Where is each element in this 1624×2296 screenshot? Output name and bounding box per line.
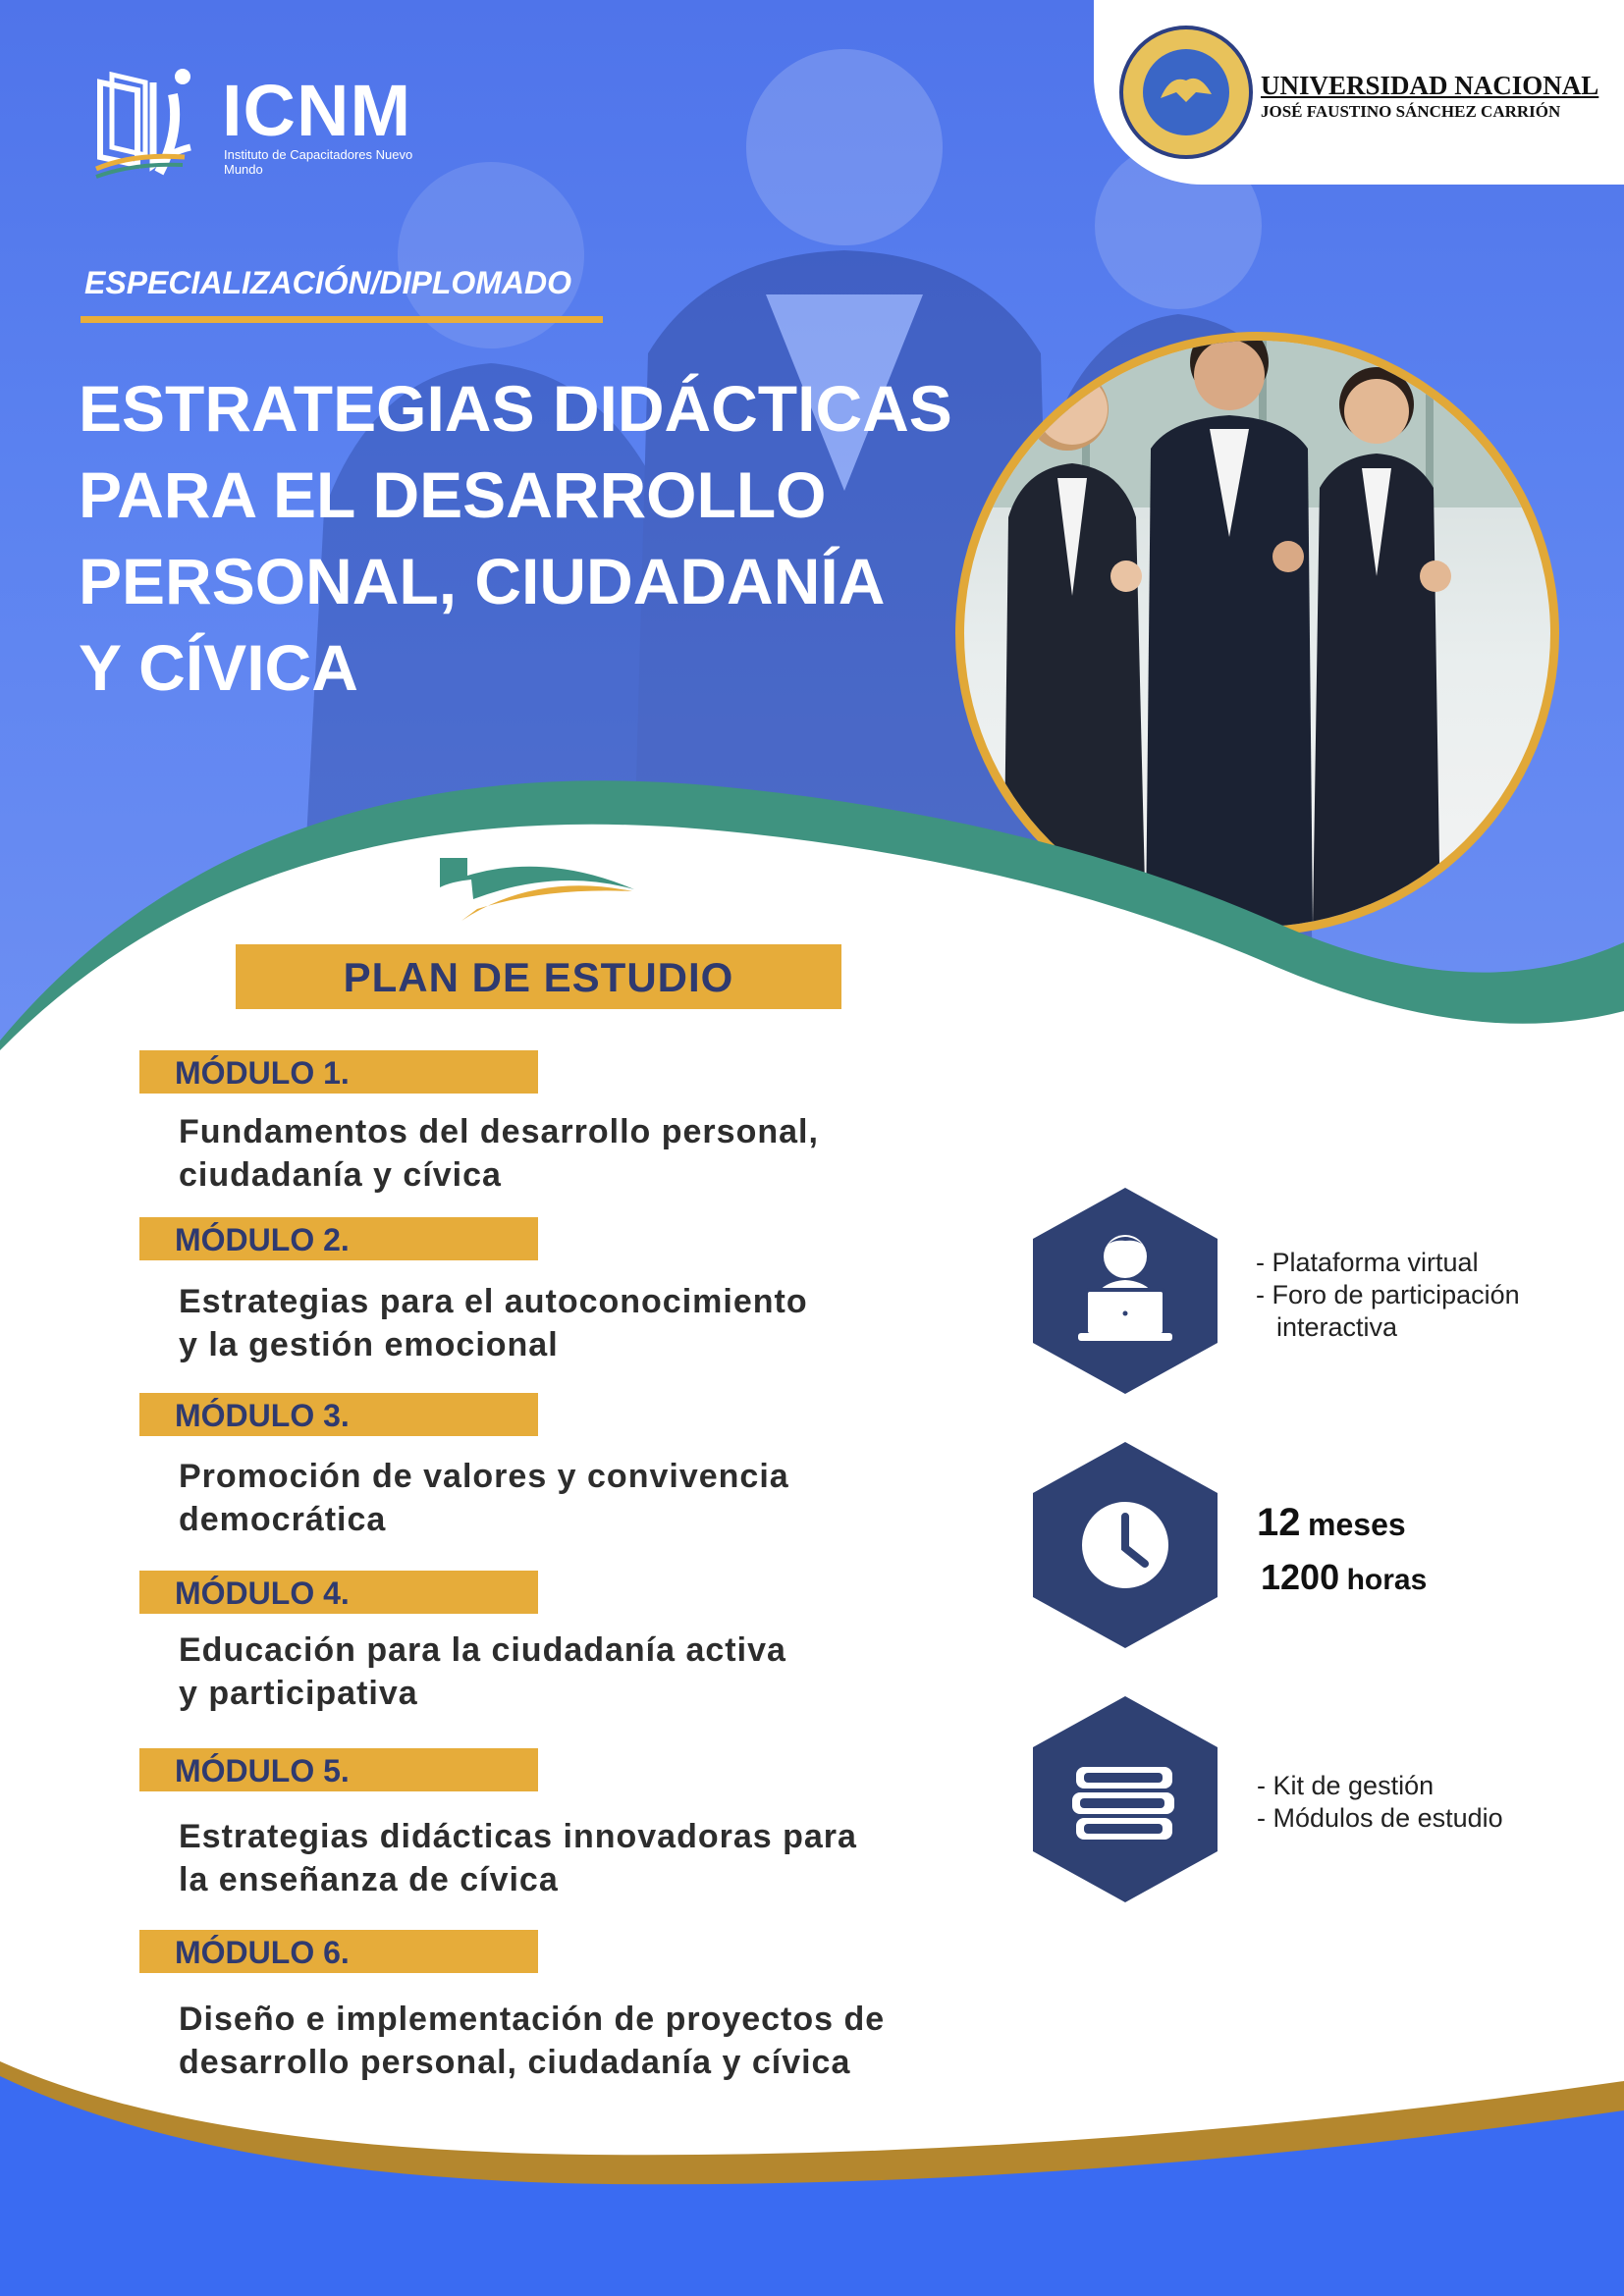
module-description-line: Estrategias para el autoconocimiento: [179, 1283, 808, 1320]
swoosh-decoration-icon: [438, 852, 634, 923]
module-description: [179, 1280, 1043, 1366]
university-header: [1094, 0, 1624, 185]
module-tag: [139, 1748, 538, 1791]
program-title: [79, 365, 992, 711]
module-description-line: Fundamentos del desarrollo personal,: [179, 1113, 819, 1150]
months-unit: meses: [1308, 1507, 1406, 1542]
module-tag-label: MÓDULO 3.: [175, 1398, 350, 1433]
months-value: 12: [1257, 1501, 1301, 1544]
university-name: UNIVERSIDAD NACIONAL: [1261, 71, 1599, 100]
module-description: [179, 1110, 1043, 1197]
module-description-line: Promoción de valores y convivencia: [179, 1458, 789, 1495]
module-tag: [139, 1571, 538, 1614]
module-description: [179, 1815, 1043, 1901]
program-type-underline: [81, 316, 603, 323]
module-description: [179, 1455, 1043, 1541]
module-description-line: democrática: [179, 1501, 387, 1538]
laptop-user-icon: [1033, 1188, 1218, 1394]
brand-name: ICNM: [222, 70, 412, 151]
feature-item: - Foro de participación: [1256, 1280, 1520, 1309]
program-title-line: Y CÍVICA: [79, 631, 358, 704]
program-title-line: PARA EL DESARROLLO: [79, 458, 827, 531]
platform-features: [1256, 1247, 1520, 1344]
module-description-line: ciudadanía y cívica: [179, 1156, 502, 1194]
brand-tagline: Instituto de Capacitadores Nuevo Mundo: [224, 147, 413, 177]
feature-item: - Kit de gestión: [1257, 1771, 1435, 1800]
module-tag-label: MÓDULO 2.: [175, 1222, 350, 1257]
program-title-line: PERSONAL, CIUDADANÍA: [79, 545, 886, 617]
book-person-logo-icon: [94, 63, 202, 181]
program-type: ESPECIALIZACIÓN/DIPLOMADO: [84, 265, 572, 300]
module-description-line: Educación para la ciudadanía activa: [179, 1631, 786, 1669]
module-description-line: y la gestión emocional: [179, 1326, 559, 1363]
module-tag: [139, 1217, 538, 1260]
module-tag: [139, 1930, 538, 1973]
plan-title-banner: [236, 944, 841, 1009]
module-description-line: la enseñanza de cívica: [179, 1861, 559, 1898]
module-tag-label: MÓDULO 6.: [175, 1935, 350, 1970]
module-description-line: Estrategias didácticas innovadoras para: [179, 1818, 857, 1855]
feature-item: - Plataforma virtual: [1256, 1248, 1479, 1277]
hours-value: 1200: [1261, 1557, 1340, 1597]
clock-icon: [1033, 1442, 1218, 1648]
module-tag-label: MÓDULO 1.: [175, 1055, 350, 1091]
plan-title: PLAN DE ESTUDIO: [343, 954, 734, 1000]
module-tag-label: MÓDULO 5.: [175, 1753, 350, 1789]
module-tag-label: MÓDULO 4.: [175, 1575, 350, 1611]
module-description-line: y participativa: [179, 1675, 418, 1712]
module-description-line: Diseño e implementación de proyectos de: [179, 2001, 886, 2038]
program-title-line: ESTRATEGIAS DIDÁCTICAS: [79, 372, 952, 445]
books-icon: [1033, 1696, 1218, 1902]
feature-item: interactiva: [1276, 1312, 1398, 1342]
university-subname: JOSÉ FAUSTINO SÁNCHEZ CARRIÓN: [1261, 102, 1561, 121]
footer-waves: [0, 2042, 1624, 2296]
module-description: [179, 1629, 1043, 1715]
icnm-logo: [94, 57, 448, 185]
feature-item: - Módulos de estudio: [1257, 1803, 1503, 1833]
materials-features: [1257, 1770, 1503, 1835]
module-description-line: desarrollo personal, ciudadanía y cívica: [179, 2044, 851, 2081]
duration-info: [1257, 1497, 1427, 1606]
university-seal-icon: [1119, 26, 1253, 159]
hours-unit: horas: [1346, 1564, 1428, 1596]
module-tag: [139, 1393, 538, 1436]
module-tag: [139, 1050, 538, 1094]
